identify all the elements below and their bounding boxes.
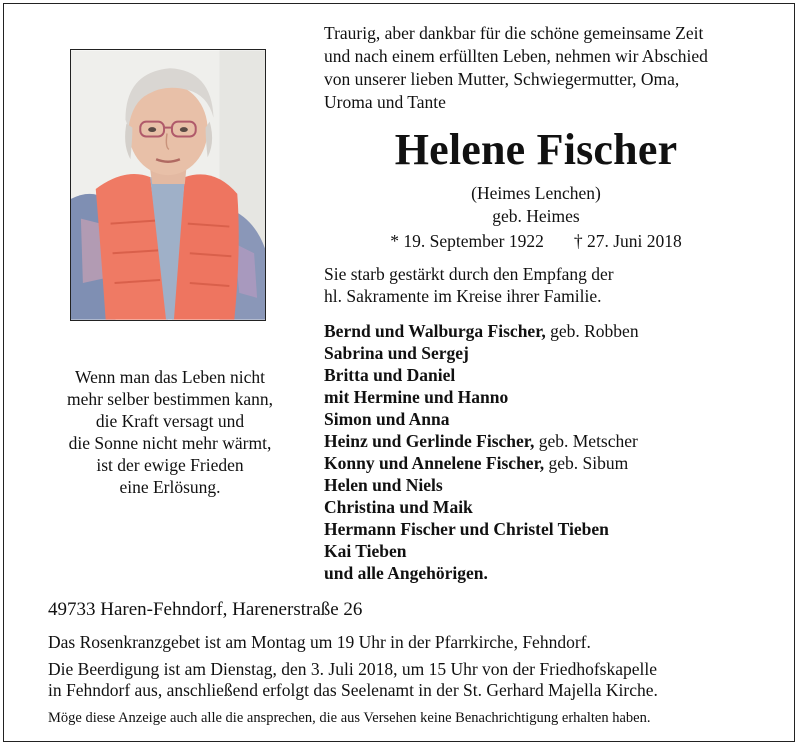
funeral-notice (48, 659, 768, 701)
mourner-entry: Helen und Niels (324, 475, 443, 495)
rosary-notice: Das Rosenkranzgebet ist am Montag um 19 Uhr in der Pfarrkirche, Fehndorf. (48, 632, 591, 652)
mourner-entry: Konny und Annelene Fischer, geb. Sibum (324, 453, 629, 473)
mourner-entry: Christina und Maik (324, 497, 473, 517)
sacrament-line: Sie starb gestärkt durch den Empfang der (324, 264, 614, 284)
mourner-entry: Kai Tieben (324, 541, 407, 561)
poem-line: die Sonne nicht mehr wärmt, (68, 433, 272, 453)
mourner-entry: Bernd und Walburga Fischer, geb. Robben (324, 321, 639, 341)
poem-line: die Kraft versagt und (95, 411, 245, 431)
mourner-entry: Britta und Daniel (324, 365, 456, 385)
intro-line: Uroma und Tante (324, 92, 446, 112)
death-date: † 27. Juni 2018 (573, 231, 682, 251)
intro-text (324, 22, 750, 114)
mourner-entry: Sabrina und Sergej (324, 343, 469, 363)
portrait-photo (70, 49, 266, 321)
sacrament-line: hl. Sakramente im Kreise ihrer Familie. (324, 286, 602, 306)
life-dates (300, 230, 772, 252)
maiden-name: geb. Heimes (492, 206, 580, 226)
poem-line: mehr selber bestimmen kann, (66, 389, 274, 409)
poem-line: Wenn man das Leben nicht (74, 367, 266, 387)
deceased-name: Helene Fischer (394, 125, 678, 174)
mourner-entry: Simon und Anna (324, 409, 450, 429)
funeral-line: in Fehndorf aus, anschließend erfolgt das Seelenamt in der St. Gerhard Majella Kirche. (48, 680, 658, 700)
intro-line: und nach einem erfüllten Leben, nehmen wir Abschied (324, 46, 708, 66)
mourners-list (324, 320, 784, 584)
mourner-entry: und alle Angehörigen. (324, 563, 488, 583)
funeral-line: Die Beerdigung ist am Dienstag, den 3. Juli 2018, um 15 Uhr von der Friedhofskapelle (48, 659, 657, 679)
family-address: 49733 Haren-Fehndorf, Harenerstraße 26 (48, 599, 363, 620)
mourner-entry: Hermann Fischer und Christel Tieben (324, 519, 609, 539)
poem (40, 366, 300, 498)
mourner-entry: Heinz und Gerlinde Fischer, geb. Metscher (324, 431, 638, 451)
poem-line: eine Erlösung. (119, 477, 221, 497)
intro-line: Traurig, aber dankbar für die schöne gemeinsame Zeit (324, 23, 704, 43)
footer-note: Möge diese Anzeige auch alle die ansprechen, die aus Versehen keine Benachrichtigung erhalten haben. (48, 710, 651, 726)
mourner-entry: mit Hermine und Hanno (324, 387, 509, 407)
sacrament-text (324, 263, 764, 307)
nickname: (Heimes Lenchen) (471, 183, 601, 203)
poem-line: ist der ewige Frieden (96, 455, 244, 475)
intro-line: von unserer lieben Mutter, Schwiegermutter, Oma, (324, 69, 680, 89)
birth-date: * 19. September 1922 (390, 231, 544, 251)
